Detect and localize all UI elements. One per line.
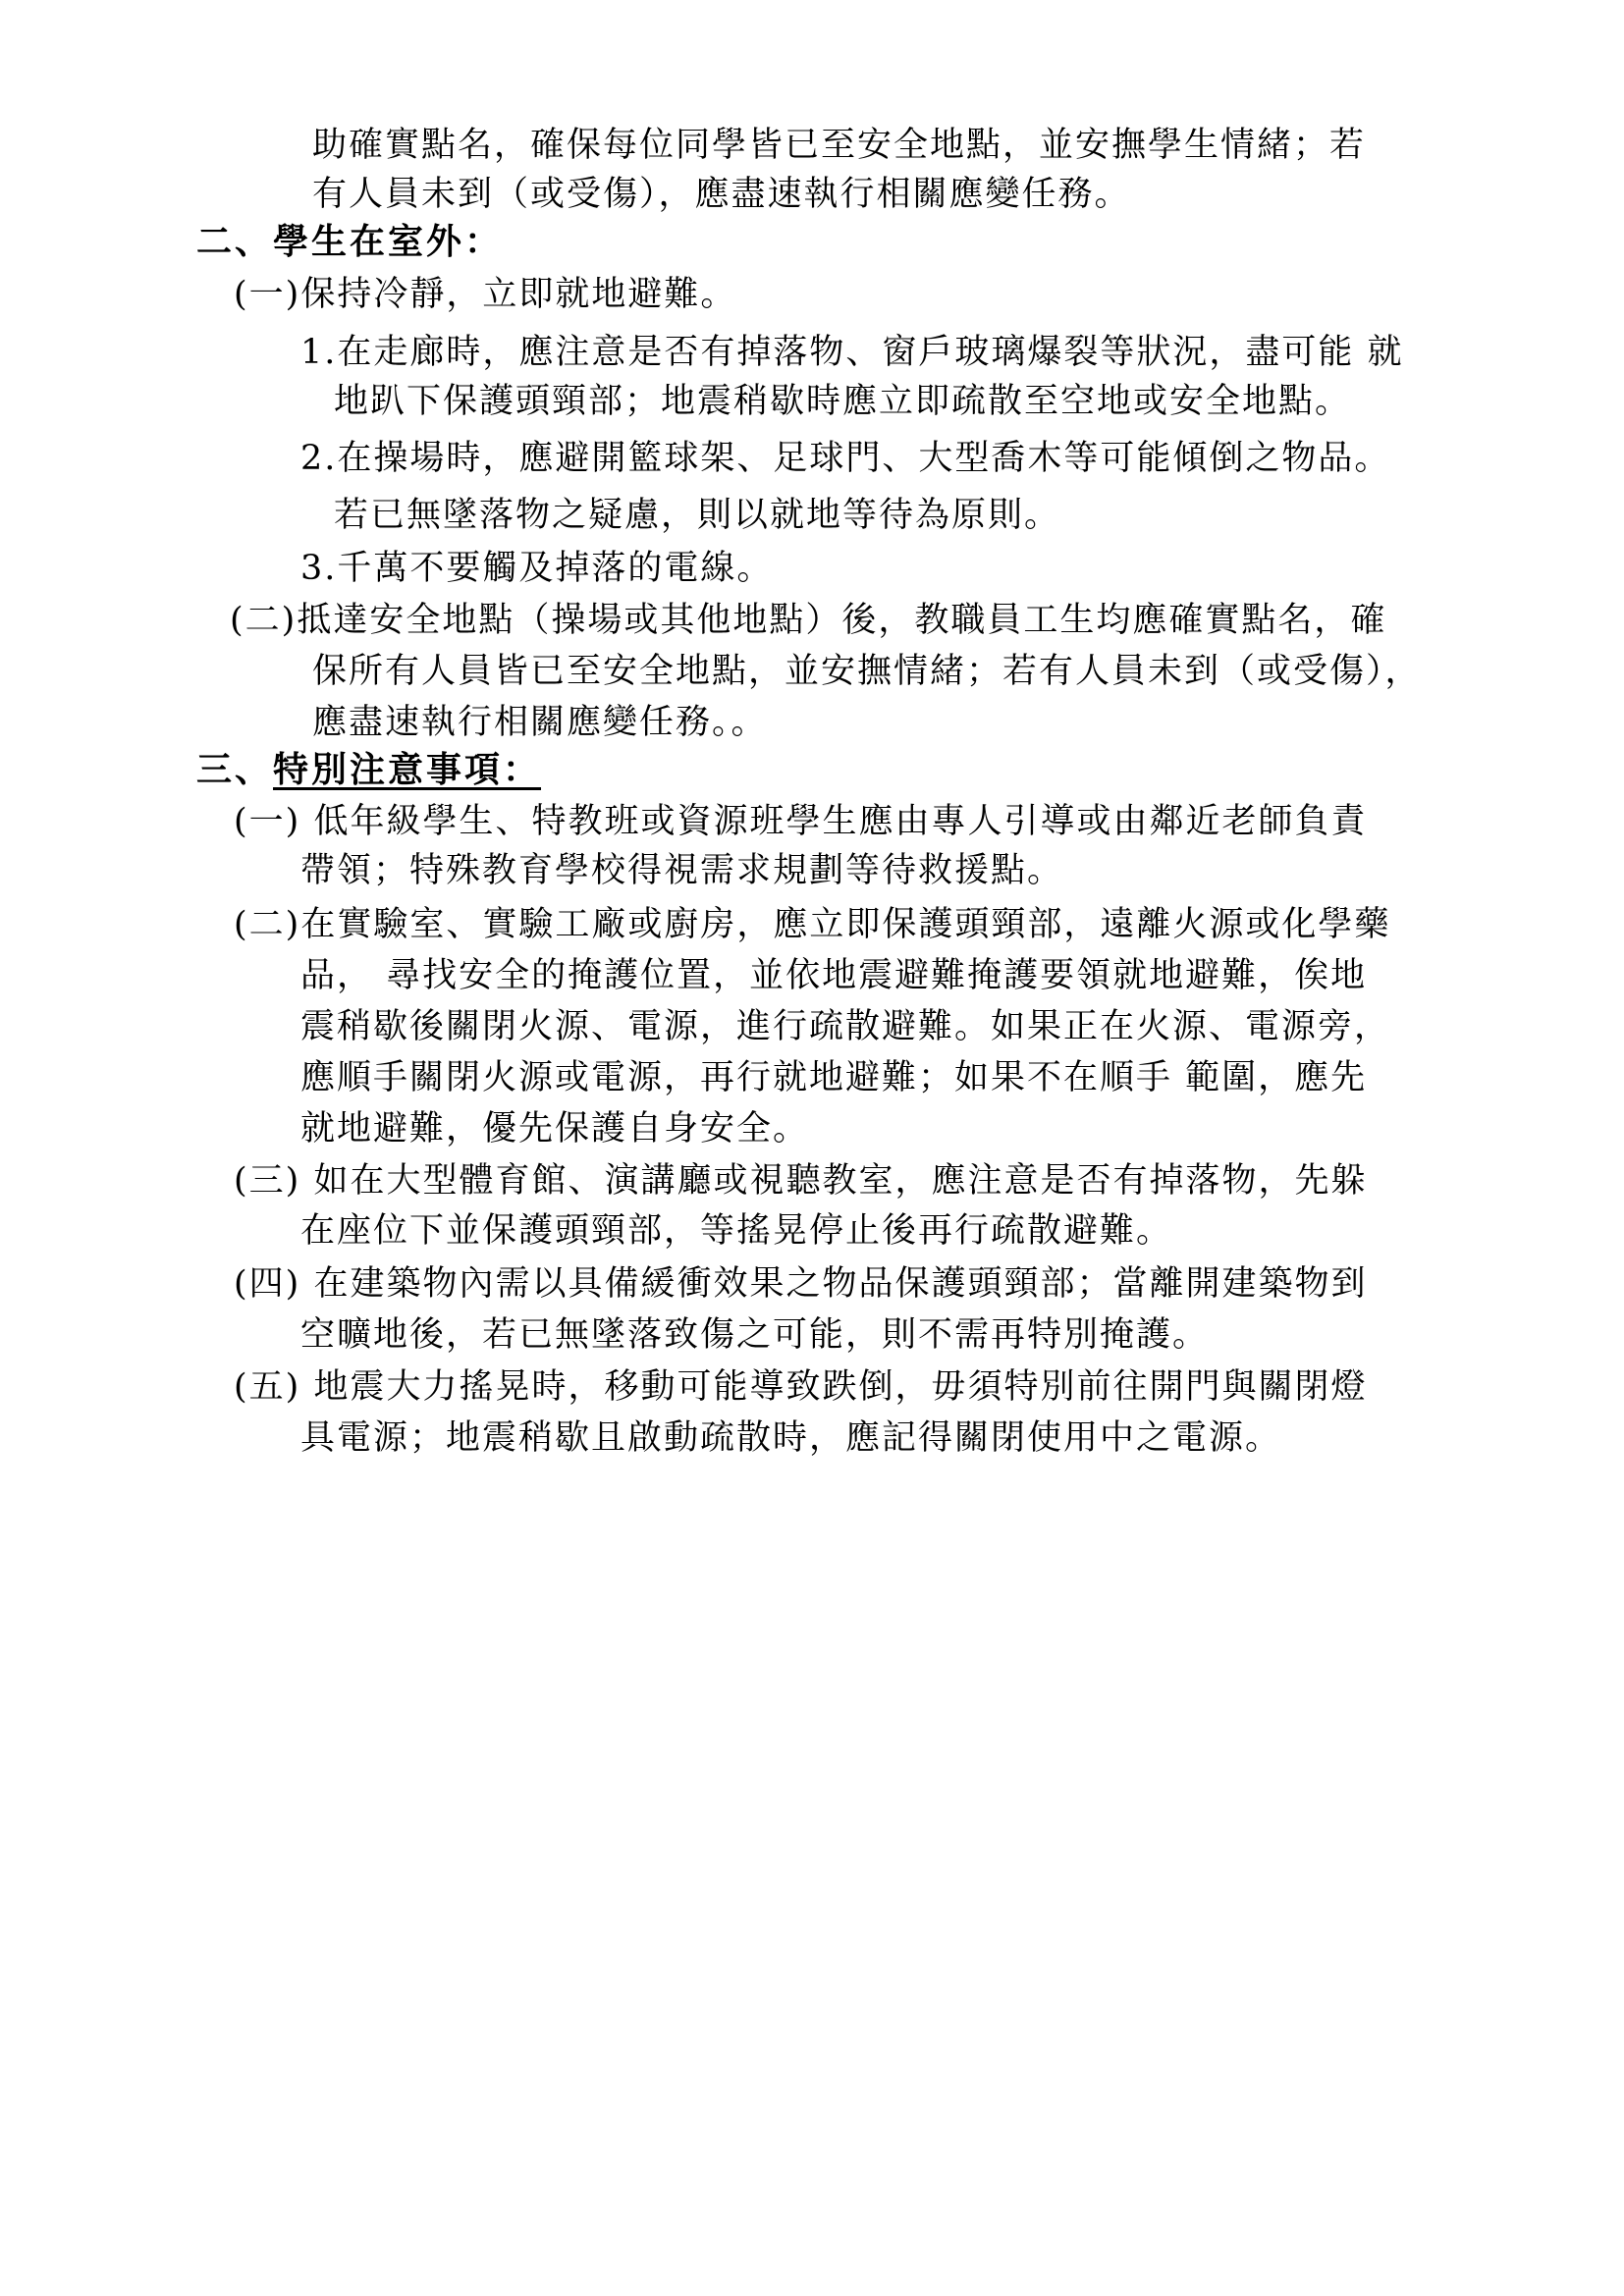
- sub-text: 千萬不要觸及掉落的電線。: [337, 549, 774, 588]
- section-2-sub-3-line-1: [300, 544, 773, 593]
- section-2-item-2-line-2: 保所有人員皆已至安全地點，並安撫情緒；若有人員未到（或受傷），: [312, 652, 1422, 691]
- section-3-item-1-line-2: 帶領；特殊教育學校得視需求規劃等待救援點。: [300, 851, 1064, 890]
- sub-text: 在操場時，應避開籃球架、足球門、大型喬木等可能傾倒之物品。: [337, 439, 1391, 478]
- heading-prefix: 三、: [196, 750, 274, 790]
- section-3-heading: [196, 746, 541, 795]
- section-3-item-2-line-4: 應順手關閉火源或電源，再行就地避難；如果不在順手 範圍，應先: [300, 1058, 1368, 1097]
- sub-number: 2.: [300, 439, 338, 478]
- item-label: (二): [234, 905, 301, 944]
- sub-number: 1.: [300, 333, 338, 372]
- section-3-item-2-line-1: [234, 900, 1390, 949]
- item-text: 地震大力搖晃時，移動可能導致跌倒，毋須特別前往開門與關閉燈: [313, 1367, 1368, 1407]
- section-3-item-5-line-1: [234, 1362, 1367, 1412]
- section-3-item-4-line-2: 空曠地後，若已無墜落致傷之可能，則不需再特別掩護。: [300, 1315, 1210, 1355]
- item-text: 抵達安全地點（操場或其他地點）後，教職員工生均應確實點名，確: [297, 601, 1387, 640]
- item-label: (四): [234, 1264, 301, 1304]
- section-2-item-1: [234, 270, 736, 319]
- section-2-heading: 二、學生在室外：: [196, 222, 504, 262]
- item-label: (二): [230, 601, 298, 640]
- section-2-item-2-line-1: [230, 596, 1386, 645]
- section-2-sub-2-line-2: 若已無墜落物之疑慮，則以就地等待為原則。: [334, 496, 1061, 535]
- section-3-item-3-line-1: [234, 1156, 1367, 1205]
- section-3-item-2-line-3: 震稍歇後關閉火源、電源，進行疏散避難。如果正在火源、電源旁，: [300, 1007, 1391, 1046]
- item-text: 低年級學生、特教班或資源班學生應由專人引導或由鄰近老師負責: [313, 802, 1368, 841]
- item-text: 如在大型體育館、演講廳或視聽教室，應注意是否有掉落物，先躲: [313, 1161, 1368, 1201]
- sub-text: 在走廊時，應注意是否有掉落物、窗戶玻璃爆裂等狀況，盡可能 就: [337, 333, 1404, 372]
- section-2-item-2-line-3: 應盡速執行相關應變任務。。: [312, 703, 768, 742]
- item-label: (五): [234, 1367, 301, 1407]
- sub-number: 3.: [300, 549, 338, 588]
- intro-line-2: 有人員未到（或受傷），應盡速執行相關應變任務。: [312, 175, 1131, 214]
- intro-line-1: 助確實點名，確保每位同學皆已至安全地點，並安撫學生情緒；若: [312, 126, 1367, 165]
- heading-underlined: 特別注意事項：: [273, 750, 542, 790]
- section-3-item-4-line-1: [234, 1259, 1367, 1308]
- section-3-item-5-line-2: 具電源；地震稍歇且啟動疏散時，應記得關閉使用中之電源。: [300, 1418, 1282, 1458]
- item-label: (一): [234, 275, 301, 314]
- section-3-item-1-line-1: [234, 797, 1367, 846]
- item-label: (三): [234, 1161, 301, 1201]
- section-2-sub-1-line-1: [300, 328, 1404, 377]
- section-2-sub-1-line-2: 地趴下保護頭頸部；地震稍歇時應立即疏散至空地或安全地點。: [334, 382, 1352, 421]
- item-text: 在建築物內需以具備緩衝效果之物品保護頭頸部；當離開建築物到: [313, 1264, 1368, 1304]
- section-2-sub-2-line-1: [300, 434, 1390, 483]
- section-3-item-2-line-5: 就地避難，優先保護自身安全。: [300, 1109, 810, 1148]
- item-text: 保持冷靜，立即就地避難。: [300, 275, 737, 314]
- section-3-item-3-line-2: 在座位下並保護頭頸部，等搖晃停止後再行疏散避難。: [300, 1211, 1173, 1251]
- section-3-item-2-line-2: 品， 尋找安全的掩護位置，並依地震避難掩護要領就地避難，俟地: [300, 956, 1368, 995]
- item-label: (一): [234, 802, 301, 841]
- item-text: 在實驗室、實驗工廠或廚房，應立即保護頭頸部，遠離火源或化學藥: [300, 905, 1391, 944]
